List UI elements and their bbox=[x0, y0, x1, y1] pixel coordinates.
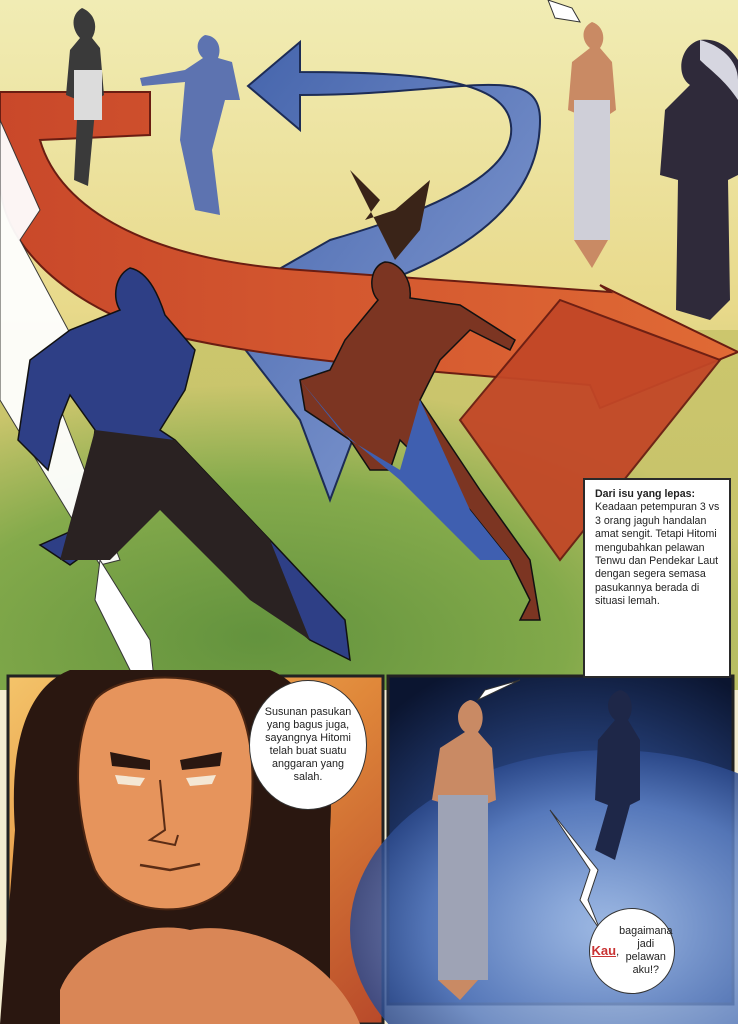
speech-bubble-space-text: bagaimana jadi pelawan aku!? bbox=[619, 925, 673, 976]
speech-bubble-space-panel bbox=[589, 908, 675, 994]
recap-caption-box bbox=[583, 478, 731, 678]
speech-bubble-face-panel bbox=[249, 680, 367, 810]
recap-caption-text: Keadaan petempuran 3 vs 3 orang jaguh handalan amat sengit. Tetapi Hitomi mengubahkan pelawan Tenwu dan Pendekar Laut dengan segera semasa pasukannya berada di situasi lemah. bbox=[595, 501, 720, 608]
speech-bubble-space-line1 bbox=[592, 944, 620, 959]
speech-bubble-comma: , bbox=[616, 945, 620, 958]
space-panel bbox=[350, 676, 738, 1024]
speech-bubble-face-text: Susunan pasukan yang bagus juga, sayangnya Hitomi telah buat suatu anggaran yang salah. bbox=[264, 706, 352, 783]
speech-bubble-emphasis: Kau bbox=[591, 942, 617, 958]
recap-caption-title: Dari isu yang lepas: bbox=[595, 488, 696, 500]
